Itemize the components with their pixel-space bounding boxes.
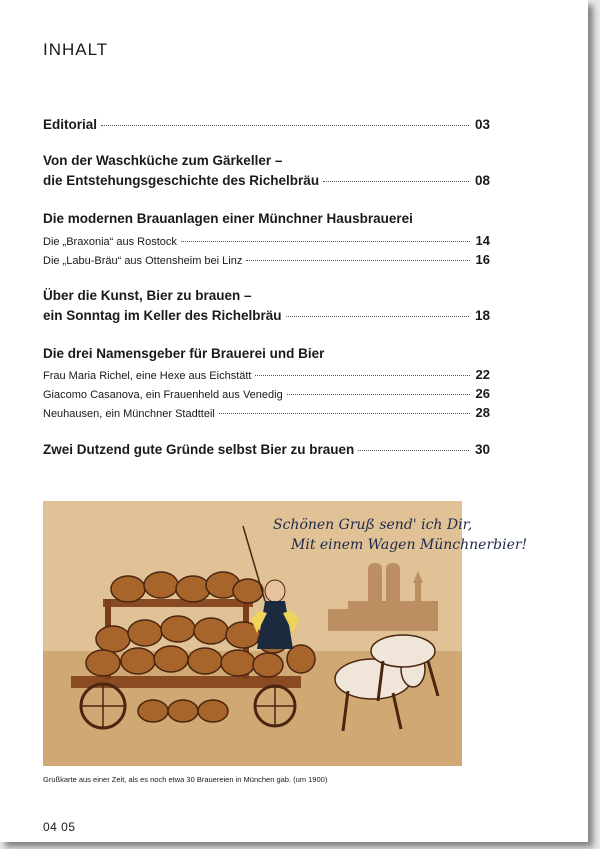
toc-entry-label: Editorial [43, 117, 98, 132]
dot-leader [287, 394, 470, 395]
toc-entry-gruende[interactable] [43, 442, 490, 457]
page-title: INHALT [43, 40, 109, 59]
toc-entry-maria-richel[interactable] [43, 367, 490, 382]
toc-page-number: 14 [475, 233, 490, 248]
image-caption: Grußkarte aus einer Zeit, als es noch etwa 30 Brauereien in München gab. (um 1900) [43, 775, 328, 784]
toc-entry-casanova[interactable] [43, 386, 490, 401]
toc-entry-waschkueche[interactable] [43, 173, 490, 188]
dot-leader [181, 241, 470, 242]
postcard-text-line2: Mit einem Wagen Münchnerbier! [291, 537, 528, 553]
toc-entry-label: Frau Maria Richel, eine Hexe aus Eichstätt [43, 370, 252, 382]
toc-page-number: 26 [475, 386, 490, 401]
page-numbers: 04 05 [43, 820, 76, 834]
dot-leader [255, 375, 469, 376]
toc-entry-neuhausen[interactable] [43, 405, 490, 420]
toc-entry-label: Zwei Dutzend gute Gründe selbst Bier zu brauen [43, 442, 355, 457]
dot-leader [101, 125, 469, 126]
toc-page-number: 03 [474, 117, 490, 132]
toc-page-number: 22 [475, 367, 490, 382]
toc-page-number: 30 [474, 442, 490, 457]
toc-page-number: 16 [475, 252, 490, 267]
toc-page-number: 18 [474, 308, 490, 323]
toc-entry-kunst[interactable] [43, 308, 490, 323]
postcard-image [43, 501, 528, 766]
toc-entry-kunst-line1: Über die Kunst, Bier zu brauen – [43, 288, 252, 303]
toc-entry-label: Die „Labu-Bräu“ aus Ottensheim bei Linz [43, 255, 243, 267]
dot-leader [219, 413, 470, 414]
toc-entry-waschkueche-line1: Von der Waschküche zum Gärkeller – [43, 153, 283, 168]
toc-entry-label: Neuhausen, ein Münchner Stadtteil [43, 408, 215, 420]
toc-entry-label: ein Sonntag im Keller des Richelbräu [43, 308, 282, 323]
toc-entry-label: Giacomo Casanova, ein Frauenheld aus Venedig [43, 389, 283, 401]
dot-leader [323, 181, 469, 182]
toc-entry-label: die Entstehungsgeschichte des Richelbräu [43, 173, 320, 188]
toc-page-number: 08 [474, 173, 490, 188]
toc-section-brauanlagen: Die modernen Brauanlagen einer Münchner Hausbrauerei [43, 211, 413, 226]
dot-leader [358, 450, 469, 451]
toc-entry-labu-braeu[interactable] [43, 252, 490, 267]
toc-entry-editorial[interactable] [43, 117, 490, 132]
dot-leader [286, 316, 469, 317]
toc-page-number: 28 [475, 405, 490, 420]
toc-section-namensgeber: Die drei Namensgeber für Brauerei und Bier [43, 346, 325, 361]
toc-entry-label: Die „Braxonia“ aus Rostock [43, 236, 177, 248]
dot-leader [246, 260, 469, 261]
toc-entry-braxonia[interactable] [43, 233, 490, 248]
postcard-illustration [43, 501, 528, 766]
postcard-text-line1: Schönen Gruß send' ich Dir, [273, 517, 473, 533]
